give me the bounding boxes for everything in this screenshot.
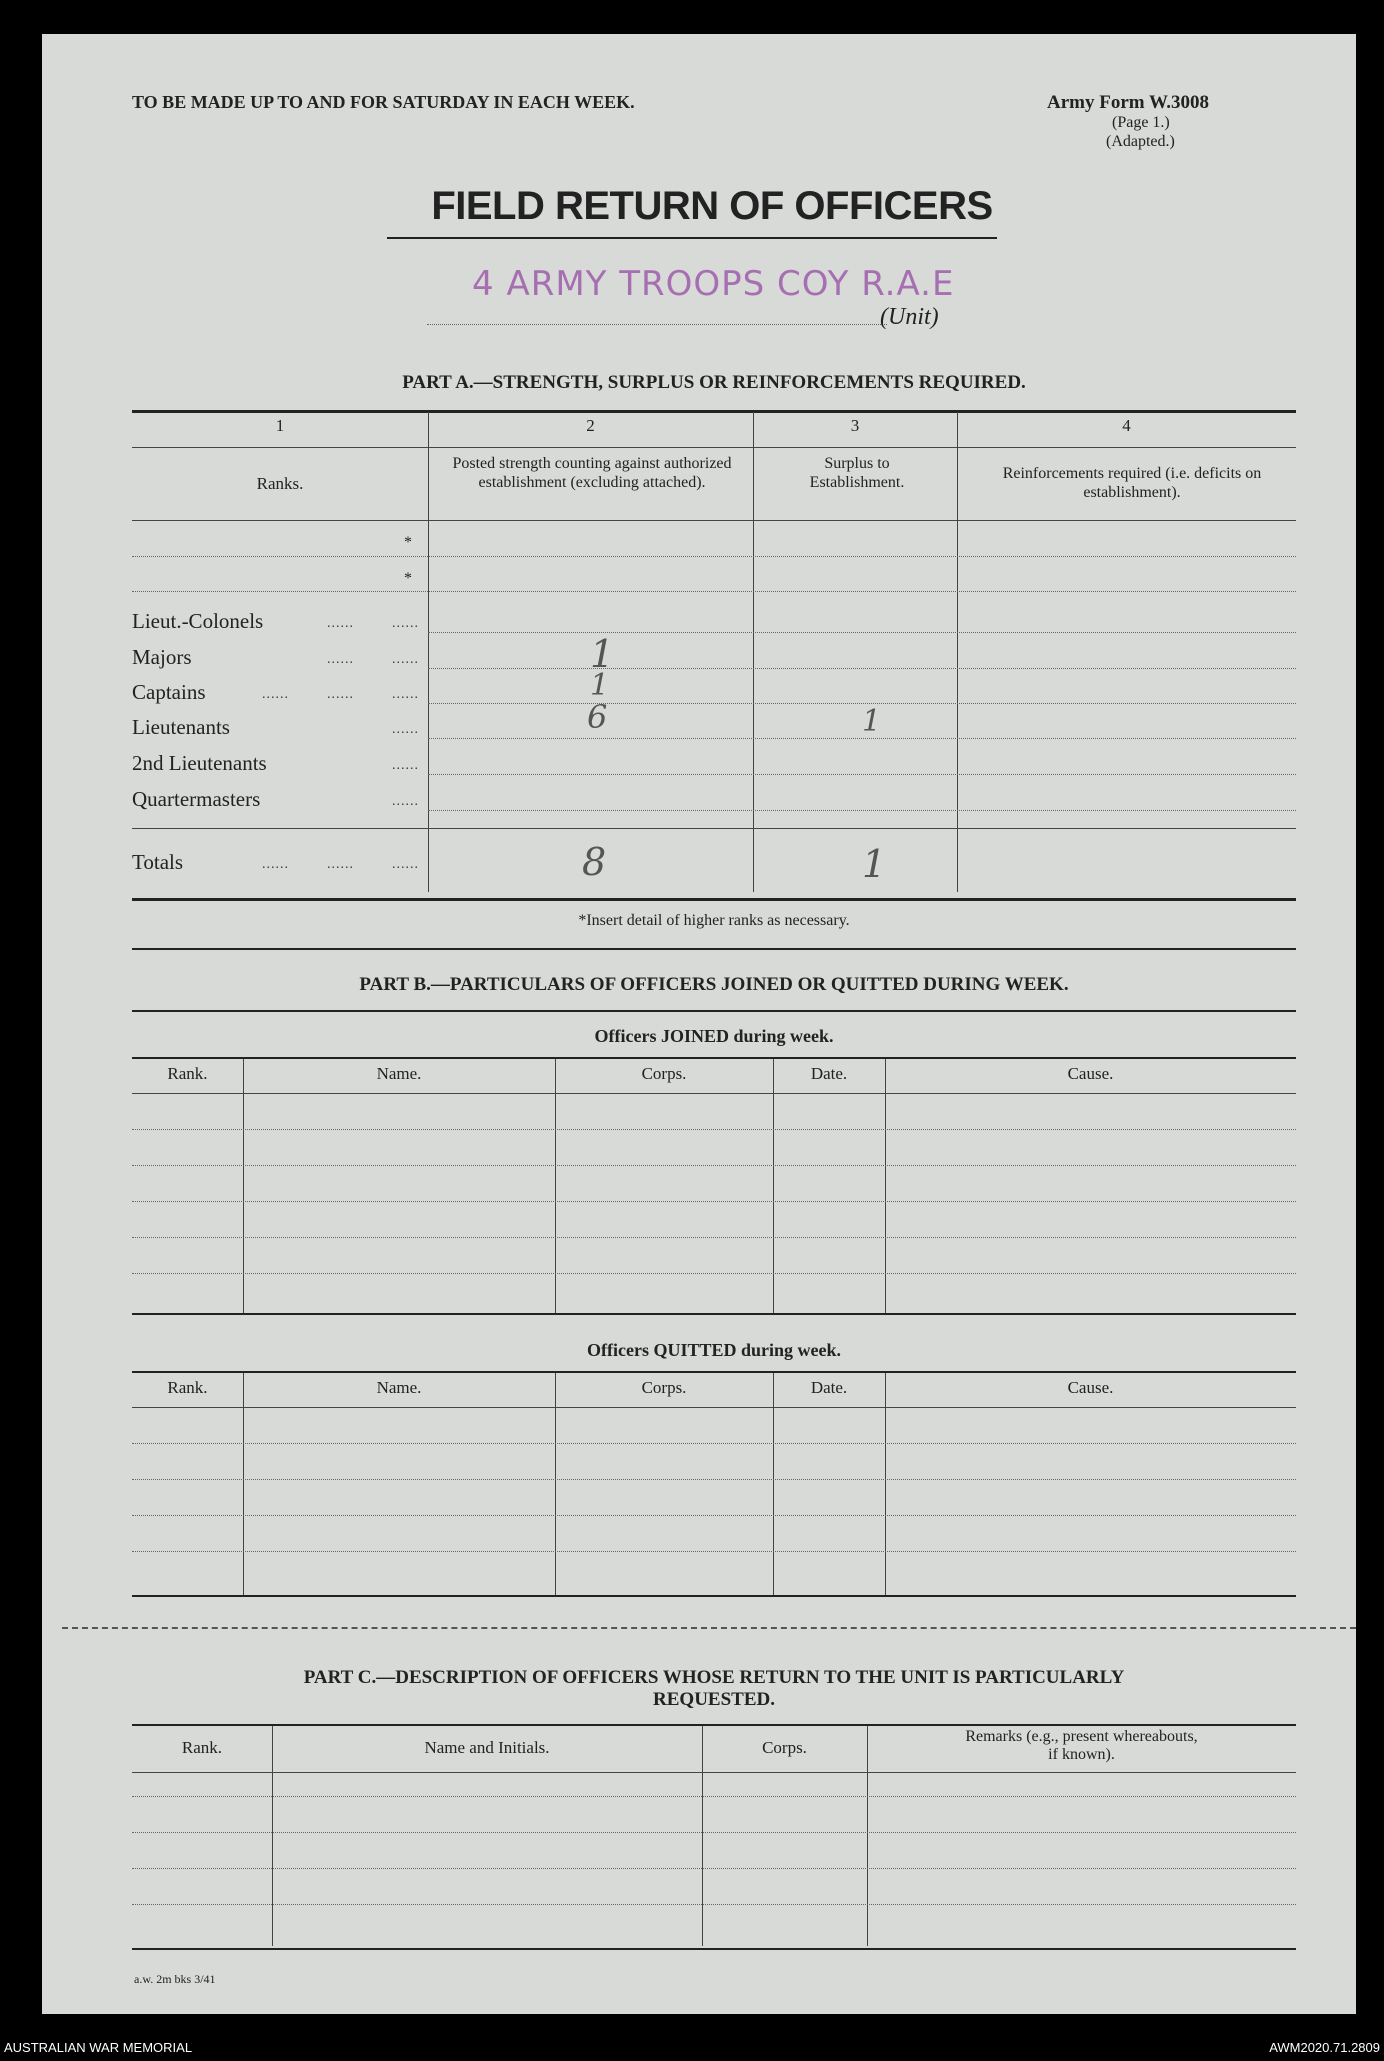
- rule: [132, 1201, 1296, 1202]
- rule: [132, 1904, 1296, 1905]
- surplus-total: 1: [862, 842, 887, 886]
- posted-header: Posted strength counting against authorized establishment (excluding attached).: [452, 455, 732, 491]
- part-c-title: PART C.—DESCRIPTION OF OFFICERS WHOSE RETURN TO THE UNIT IS PARTICULARLY: [303, 1667, 1125, 1688]
- adapted-note: (Adapted.): [1106, 133, 1175, 150]
- rule: [132, 1313, 1296, 1315]
- unit-line: [427, 324, 887, 325]
- rule: [132, 1515, 1296, 1516]
- rule: [132, 1010, 1296, 1012]
- col-number: 1: [275, 416, 285, 435]
- surplus-header: Surplus to Establishment.: [809, 455, 905, 491]
- col-divider: [555, 1059, 556, 1313]
- title-underline: [387, 237, 997, 239]
- rule: [132, 828, 1296, 829]
- part-a-title: PART A.—STRENGTH, SURPLUS OR REINFORCEMENTS REQUIRED.: [402, 372, 1026, 393]
- rule: [132, 898, 1296, 901]
- rule: [132, 948, 1296, 950]
- posted-lieutenants: 6: [587, 698, 608, 736]
- surplus-lieutenants: 1: [862, 704, 882, 739]
- joined-date-header: Date.: [810, 1064, 848, 1083]
- posted-captains: 1: [590, 668, 610, 703]
- col-number: 2: [586, 416, 595, 435]
- joined-title: Officers JOINED during week.: [594, 1026, 834, 1046]
- rank-label: Lieut.-Colonels: [132, 609, 264, 633]
- part-c-remarks-header: Remarks (e.g., present whereabouts,: [965, 1728, 1198, 1745]
- rule: [428, 810, 1296, 811]
- rank-label: Lieutenants: [132, 715, 230, 739]
- joined-name-header: Name.: [376, 1064, 422, 1083]
- part-a-top-rule: [132, 410, 1296, 413]
- rank-label: Majors: [132, 645, 192, 669]
- rule: [428, 774, 1296, 775]
- quitted-title: Officers QUITTED during week.: [587, 1340, 841, 1360]
- quitted-date-header: Date.: [810, 1378, 848, 1397]
- rank-label: Captains: [132, 680, 206, 704]
- posted-total: 8: [582, 840, 607, 884]
- col-number: 4: [1122, 416, 1131, 435]
- totals-label: Totals: [132, 850, 184, 874]
- quitted-corps-header: Corps.: [641, 1378, 687, 1397]
- col-divider: [753, 412, 754, 892]
- rule: [132, 1832, 1296, 1833]
- ranks-header: Ranks.: [256, 474, 304, 493]
- joined-cause-header: Cause.: [1067, 1064, 1114, 1083]
- quitted-cause-header: Cause.: [1067, 1378, 1114, 1397]
- page-title: FIELD RETURN OF OFFICERS: [431, 184, 993, 228]
- page-number: (Page 1.): [1112, 114, 1170, 131]
- col-divider: [773, 1059, 774, 1313]
- asterisk: *: [404, 534, 412, 551]
- part-c-corps-header: Corps.: [762, 1738, 807, 1757]
- rule: [132, 1057, 1296, 1059]
- part-c-rank-header: Rank.: [181, 1738, 223, 1757]
- part-c-title-line2: REQUESTED.: [653, 1689, 775, 1710]
- unit-stamp: 4 ARMY TROOPS COY R.A.E: [472, 264, 955, 304]
- rank-label: 2nd Lieutenants: [132, 751, 267, 775]
- rule: [132, 1551, 1296, 1552]
- col-divider: [272, 1726, 273, 1946]
- perforation-line: [62, 1627, 1356, 1629]
- quitted-name-header: Name.: [376, 1378, 422, 1397]
- rule: [132, 1948, 1296, 1950]
- instruction-text: TO BE MADE UP TO AND FOR SATURDAY IN EACH WEEK.: [132, 92, 635, 112]
- footer-left: AUSTRALIAN WAR MEMORIAL: [4, 2040, 193, 2055]
- form-sheet: TO BE MADE UP TO AND FOR SATURDAY IN EACH WEEK. Army Form W.3008 (Page 1.) (Adapted.) FIELD RETURN OF OFFICERS 4 ARMY TROOPS COY R.A.E (Unit) PART A.—STRENGTH, SURPLUS OR REINFORCEMENTS REQUIRED. 1 2 3 4 Ranks. Posted strength counting against authorized establishment (excluding attached). Surplus to Establishment. Reinforcements required (i.e. deficits on establishment). * * Lieut.-Colonels Majors Captains Lieutenants 2nd Lieutenants Quartermasters Totals ...... ...... ...... ...... ...... ...... ...... ...... ...... ...... ...... ...... ...... 1 1 6 1 8 1 *Insert detail of higher ranks as necessary. PART B.—PARTICULARS OF OFFICERS JOINED OR QUITTED DURING WEEK. Officers JOINED during week. Rank. Name. Corps. Date. Cause. Officers QUITTED during week. Rank. Name. Corps. Date. Cause. PART C.—DESCRIPTION OF OFFICERS WHOSE RETURN TO THE UNIT IS PARTICULARLY REQUESTED. Rank. Name and Initials. Corps. Remarks (e.g., present whereabouts, if known). a.w. 2m bks 3/41: [42, 34, 1356, 2014]
- rule: [132, 1796, 1296, 1797]
- rule: [132, 1165, 1296, 1166]
- rule: [132, 520, 1296, 521]
- rule: [132, 1443, 1296, 1444]
- rule: [132, 556, 1296, 557]
- col-divider: [428, 412, 429, 892]
- col-divider: [957, 412, 958, 892]
- rule: [132, 1595, 1296, 1597]
- joined-corps-header: Corps.: [641, 1064, 687, 1083]
- rule: [132, 447, 1296, 448]
- col-divider: [885, 1059, 886, 1313]
- part-c-name-header: Name and Initials.: [424, 1738, 550, 1757]
- col-divider: [702, 1726, 703, 1946]
- asterisk: *: [404, 570, 412, 587]
- joined-rank-header: Rank.: [167, 1064, 208, 1083]
- col-divider: [243, 1059, 244, 1313]
- col-number: 3: [850, 416, 860, 435]
- rule: [132, 1772, 1296, 1773]
- posted-majors: 1: [590, 632, 615, 676]
- rule: [132, 1273, 1296, 1274]
- rule: [132, 1479, 1296, 1480]
- rule: [132, 1868, 1296, 1869]
- rank-label: Quartermasters: [132, 787, 261, 811]
- rule: [132, 591, 1296, 592]
- reinforcements-header: Reinforcements required (i.e. deficits on establishment).: [1002, 465, 1262, 501]
- rule: [132, 1237, 1296, 1238]
- part-b-title: PART B.—PARTICULARS OF OFFICERS JOINED OR QUITTED DURING WEEK.: [359, 974, 1069, 995]
- quitted-rank-header: Rank.: [167, 1378, 208, 1397]
- rule: [132, 1371, 1296, 1373]
- rule: [428, 668, 1296, 669]
- footnote: *Insert detail of higher ranks as necessary.: [578, 912, 850, 929]
- part-c-remarks-header-line2: if known).: [1048, 1746, 1115, 1763]
- rule: [132, 1407, 1296, 1408]
- footer-right: AWM2020.71.2809: [1269, 2040, 1380, 2055]
- rule: [132, 1724, 1296, 1726]
- form-number: Army Form W.3008: [1047, 92, 1210, 113]
- unit-label: (Unit): [880, 304, 939, 330]
- col-divider: [867, 1726, 868, 1946]
- rule: [428, 632, 1296, 633]
- rule: [132, 1093, 1296, 1094]
- print-code: a.w. 2m bks 3/41: [134, 1972, 216, 1986]
- rule: [132, 1129, 1296, 1130]
